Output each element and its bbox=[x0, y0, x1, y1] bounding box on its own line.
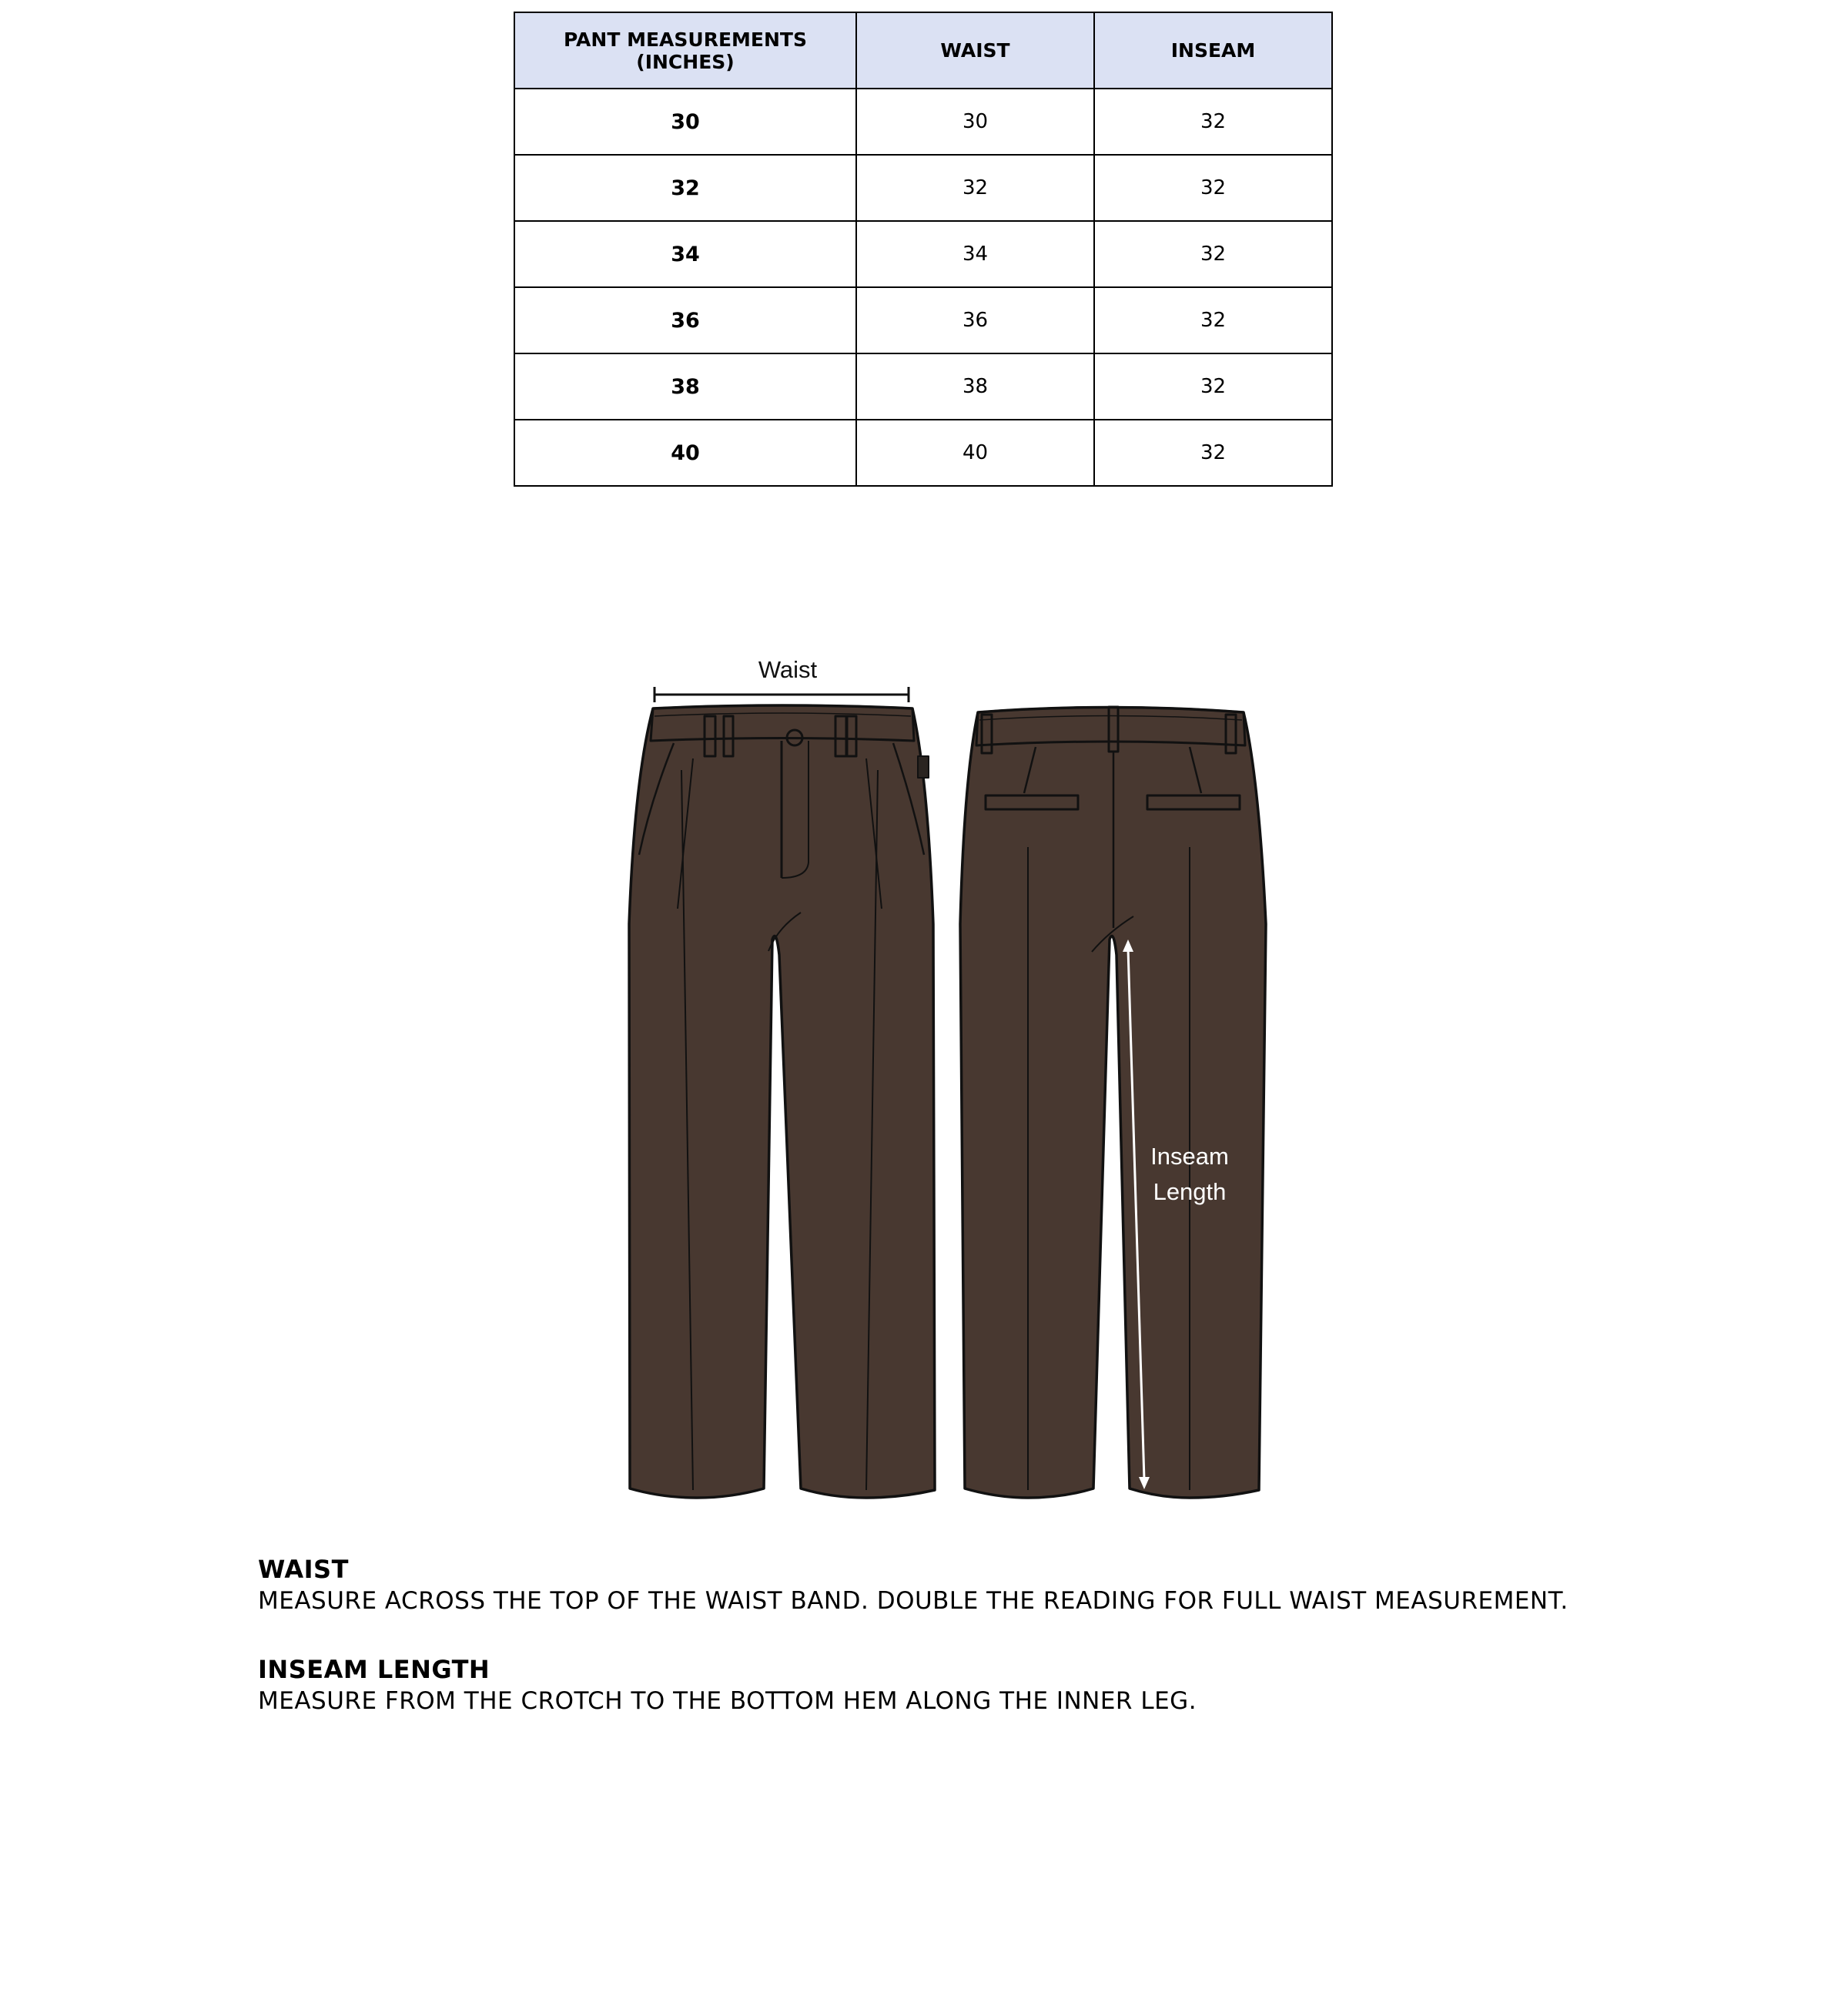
size-cell: 36 bbox=[514, 287, 856, 353]
inseam-cell: 32 bbox=[1094, 155, 1332, 221]
size-cell: 30 bbox=[514, 89, 856, 155]
waist-note bbox=[258, 1554, 1568, 1617]
waist-cell: 38 bbox=[856, 353, 1094, 420]
header-pant-measurements: PANT MEASUREMENTS (INCHES) bbox=[514, 12, 856, 89]
waist-label: Waist bbox=[758, 656, 818, 683]
waist-cell: 32 bbox=[856, 155, 1094, 221]
size-cell: 34 bbox=[514, 221, 856, 287]
waist-cell: 30 bbox=[856, 89, 1094, 155]
inseam-note-title: INSEAM LENGTH bbox=[258, 1655, 490, 1684]
waist-note-text: MEASURE ACROSS THE TOP OF THE WAIST BAND. DOUBLE THE READING FOR FULL WAIST MEASUREMENT. bbox=[258, 1587, 1568, 1615]
inseam-cell: 32 bbox=[1094, 287, 1332, 353]
inseam-cell: 32 bbox=[1094, 89, 1332, 155]
size-cell: 32 bbox=[514, 155, 856, 221]
pants-measurement-illustration bbox=[608, 597, 1278, 1521]
table-row bbox=[514, 287, 1332, 353]
inseam-cell: 32 bbox=[1094, 420, 1332, 486]
inseam-note bbox=[258, 1654, 1197, 1717]
waist-cell: 40 bbox=[856, 420, 1094, 486]
header-waist: WAIST bbox=[856, 12, 1094, 89]
size-chart-table bbox=[514, 12, 1333, 487]
size-cell: 40 bbox=[514, 420, 856, 486]
inseam-note-text: MEASURE FROM THE CROTCH TO THE BOTTOM HEM ALONG THE INNER LEG. bbox=[258, 1687, 1197, 1715]
header-inseam: INSEAM bbox=[1094, 12, 1332, 89]
table-header-row bbox=[514, 12, 1332, 89]
size-cell: 38 bbox=[514, 353, 856, 420]
waist-cell: 34 bbox=[856, 221, 1094, 287]
inseam-cell: 32 bbox=[1094, 353, 1332, 420]
inseam-cell: 32 bbox=[1094, 221, 1332, 287]
waist-note-title: WAIST bbox=[258, 1555, 349, 1584]
table-row bbox=[514, 155, 1332, 221]
table-row bbox=[514, 353, 1332, 420]
inseam-label-line1: Inseam bbox=[1150, 1143, 1229, 1170]
table-row bbox=[514, 89, 1332, 155]
inseam-label-line2: Length bbox=[1153, 1178, 1227, 1205]
table-row bbox=[514, 221, 1332, 287]
waist-cell: 36 bbox=[856, 287, 1094, 353]
table-row bbox=[514, 420, 1332, 486]
